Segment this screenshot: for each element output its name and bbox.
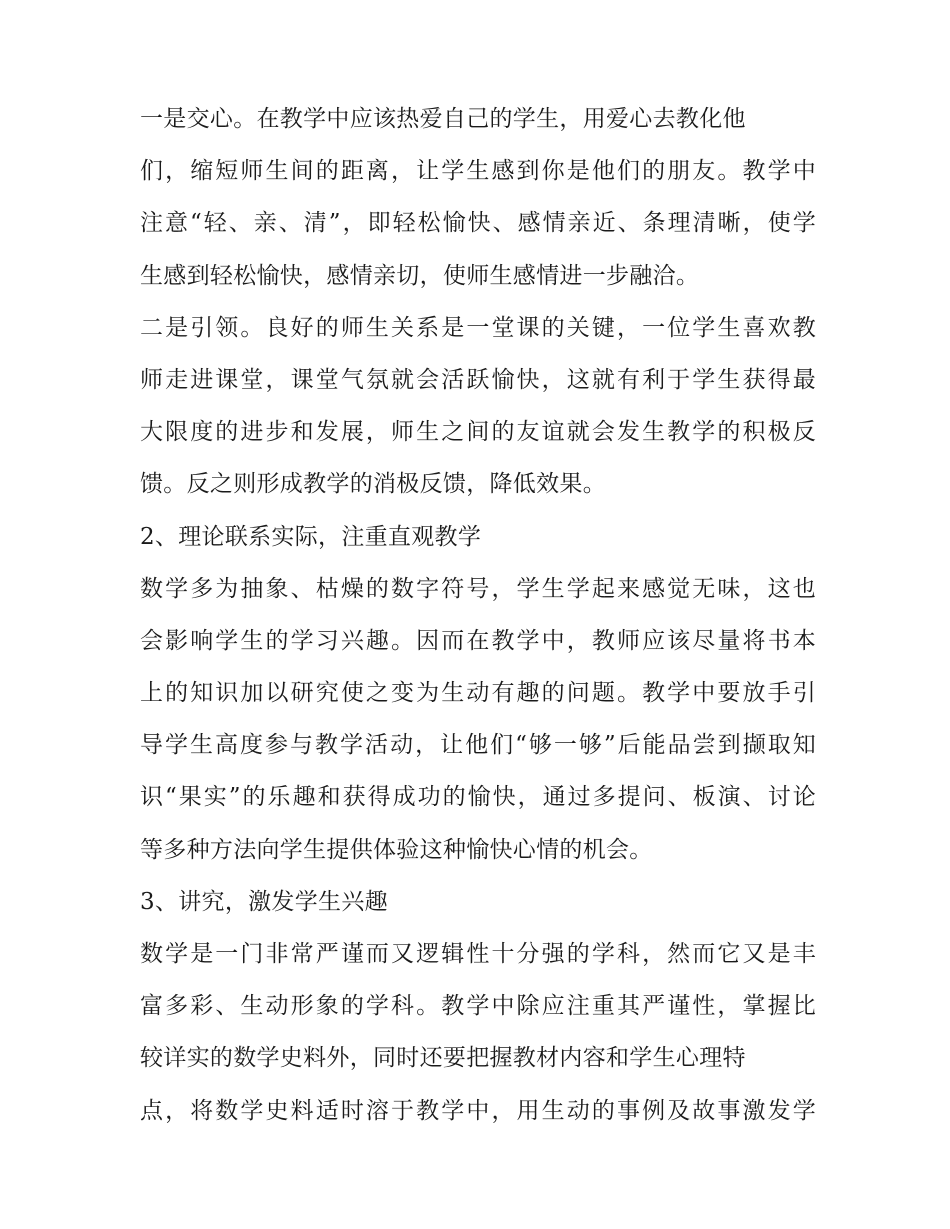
document-page [140, 108, 816, 1152]
text-line-17: 数学是一门非常严谨而又逻辑性十分强的学科，然而它又是丰 [140, 941, 816, 967]
section-heading-3: 3、讲究，激发学生兴趣 [140, 888, 388, 915]
text-line-10: 数学多为抽象、枯燥的数字符号，学生学起来感觉无味，这也 [140, 575, 816, 602]
text-line-19: 较详实的数学史料外，同时还要把握教材内容和学生心理特 [140, 1045, 746, 1072]
text-line-6: 师走进课堂，课堂气氛就会活跃愉快，这就有利于学生获得最 [140, 366, 816, 393]
text-line-20: 点，将数学史料适时溶于教学中，用生动的事例及故事激发学 [140, 1097, 816, 1124]
text-line-8: 馈。反之则形成教学的消极反馈，降低效果。 [140, 471, 606, 498]
text-line-13: 导学生高度参与教学活动，让他们“够一够”后能品尝到撷取知 [140, 732, 816, 759]
text-line-18: 富多彩、生动形象的学科。教学中除应注重其严谨性，掌握比 [140, 993, 816, 1020]
section-heading-2: 2、理论联系实际，注重直观教学 [140, 523, 482, 550]
text-line-5: 二是引领。良好的师生关系是一堂课的关键，一位学生喜欢教 [140, 314, 816, 341]
text-line-1: 一是交心。在教学中应该热爱自己的学生，用爱心去教化他 [140, 106, 746, 132]
text-line-14: 识“果实”的乐趣和获得成功的愉快，通过多提问、板演、讨论 [140, 784, 816, 811]
text-line-4: 生感到轻松愉快，感情亲切，使师生感情进一步融洽。 [140, 262, 700, 289]
text-line-11: 会影响学生的学习兴趣。因而在教学中，教师应该尽量将书本 [140, 627, 816, 654]
text-line-2: 们，缩短师生间的距离，让学生感到你是他们的朋友。教学中 [140, 158, 816, 185]
text-line-7: 大限度的进步和发展，师生之间的友谊就会发生教学的积极反 [140, 419, 816, 446]
text-line-3: 注意“轻、亲、清”，即轻松愉快、感情亲近、条理清晰，使学 [140, 210, 816, 237]
text-line-15: 等多种方法向学生提供体验这种愉快心情的机会。 [140, 836, 653, 863]
text-line-12: 上的知识加以研究使之变为生动有趣的问题。教学中要放手引 [140, 680, 816, 707]
